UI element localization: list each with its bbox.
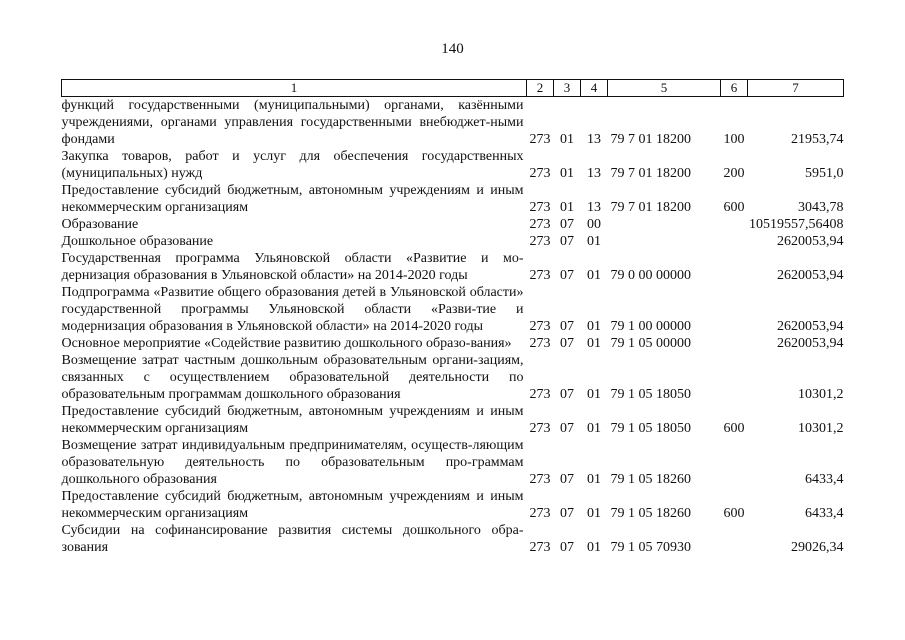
row-amount: 29026,34 xyxy=(791,540,844,555)
table-row xyxy=(62,437,844,488)
row-expense-type xyxy=(721,522,748,556)
row-target-article: 79 1 00 00000 xyxy=(610,319,691,334)
row-name: Образование xyxy=(61,217,139,232)
header-col-3: 3 xyxy=(554,80,581,97)
row-amount: 21953,74 xyxy=(791,132,844,147)
row-target-article: 79 7 01 18200 xyxy=(610,132,691,147)
row-name: Закупка товаров, работ и услуг для обеспечения государственных (муниципальных) нужд xyxy=(61,149,524,181)
row-amount: 2620053,94 xyxy=(777,234,844,249)
row-code-admin: 273 xyxy=(529,506,551,521)
row-code-admin: 273 xyxy=(529,132,551,147)
row-amount: 10301,2 xyxy=(798,387,844,402)
table-row xyxy=(62,97,844,149)
row-section: 07 xyxy=(560,268,574,283)
row-section: 07 xyxy=(560,319,574,334)
table-body xyxy=(62,97,844,557)
header-col-6: 6 xyxy=(721,80,748,97)
row-amount: 10301,2 xyxy=(798,421,844,436)
row-section: 07 xyxy=(560,387,574,402)
row-amount: 6433,4 xyxy=(805,472,844,487)
row-name: Дошкольное образование xyxy=(61,234,214,249)
table-header xyxy=(62,80,844,97)
row-amount: 5951,0 xyxy=(805,166,844,181)
row-code-admin: 273 xyxy=(529,421,551,436)
row-expense-type xyxy=(721,335,748,352)
row-code-admin: 273 xyxy=(529,319,551,334)
header-col-1: 1 xyxy=(62,80,527,97)
row-target-article: 79 1 05 00000 xyxy=(610,336,691,351)
row-target-article: 79 1 05 18050 xyxy=(610,387,691,402)
row-subsection: 01 xyxy=(587,472,601,487)
row-section: 07 xyxy=(560,217,574,232)
row-expense-type: 600 xyxy=(723,421,745,436)
row-subsection: 01 xyxy=(587,387,601,402)
row-amount: 10519557,56408 xyxy=(749,217,844,232)
row-subsection: 01 xyxy=(587,421,601,436)
row-name: Подпрограмма «Развитие общего образования детей в Ульяновской области» государственной программы Ульяновской области «Разви-тие и модернизация образования в Ульяновской области» на 2014-2020 годы xyxy=(61,285,524,334)
row-name: Субсидии на софинансирование развития системы дошкольного обра-зования xyxy=(61,523,524,555)
header-col-2: 2 xyxy=(527,80,554,97)
table-row xyxy=(62,335,844,352)
row-code-admin: 273 xyxy=(529,540,551,555)
table-row xyxy=(62,488,844,522)
row-expense-type xyxy=(721,216,748,233)
table-row xyxy=(62,352,844,403)
row-expense-type xyxy=(721,250,748,284)
row-expense-type: 600 xyxy=(723,200,745,215)
row-code-admin: 273 xyxy=(529,217,551,232)
row-name: Основное мероприятие «Содействие развитию дошкольного образо-вания» xyxy=(61,336,512,351)
row-subsection: 01 xyxy=(587,506,601,521)
row-expense-type xyxy=(721,437,748,488)
row-expense-type xyxy=(721,284,748,335)
row-section: 07 xyxy=(560,472,574,487)
table-row xyxy=(62,148,844,182)
table-row xyxy=(62,233,844,250)
row-amount: 3043,78 xyxy=(798,200,844,215)
row-code-admin: 273 xyxy=(529,336,551,351)
row-target-article: 79 1 05 70930 xyxy=(610,540,691,555)
row-amount: 2620053,94 xyxy=(777,268,844,283)
row-amount: 6433,4 xyxy=(805,506,844,521)
table-row xyxy=(62,284,844,335)
header-col-5: 5 xyxy=(608,80,721,97)
row-target-article xyxy=(608,216,721,233)
table-row xyxy=(62,216,844,233)
row-name: функций государственными (муниципальными) органами, казёнными учреждениями, органами управления государственными внебюджет-ными фондами xyxy=(61,98,524,147)
row-target-article: 79 7 01 18200 xyxy=(610,166,691,181)
row-expense-type: 200 xyxy=(723,166,745,181)
row-name: Предоставление субсидий бюджетным, автономным учреждениям и иным некоммерческим организациям xyxy=(61,183,524,215)
row-name: Возмещение затрат индивидуальным предпринимателям, осуществ-ляющим образовательную деятельность по образовательным про-граммам дошкольного образования xyxy=(61,438,524,487)
row-code-admin: 273 xyxy=(529,268,551,283)
row-code-admin: 273 xyxy=(529,472,551,487)
row-subsection: 01 xyxy=(587,540,601,555)
row-subsection: 13 xyxy=(587,166,601,181)
row-target-article: 79 1 05 18260 xyxy=(610,506,691,521)
row-name: Возмещение затрат частным дошкольным образовательным органи-зациям, связанных с осуществлением образовательной деятельности по образовательным программам дошкольного образования xyxy=(61,353,524,402)
row-subsection: 13 xyxy=(587,132,601,147)
row-subsection: 01 xyxy=(587,336,601,351)
row-target-article: 79 1 05 18260 xyxy=(610,472,691,487)
row-subsection: 01 xyxy=(587,319,601,334)
row-section: 01 xyxy=(560,132,574,147)
row-section: 07 xyxy=(560,336,574,351)
row-section: 01 xyxy=(560,166,574,181)
row-subsection: 01 xyxy=(587,268,601,283)
row-expense-type: 100 xyxy=(723,132,745,147)
row-expense-type xyxy=(721,233,748,250)
table-row xyxy=(62,522,844,556)
row-subsection: 01 xyxy=(587,234,601,249)
row-amount: 2620053,94 xyxy=(777,336,844,351)
row-target-article: 79 7 01 18200 xyxy=(610,200,691,215)
row-target-article: 79 0 00 00000 xyxy=(610,268,691,283)
row-section: 07 xyxy=(560,506,574,521)
row-section: 01 xyxy=(560,200,574,215)
row-target-article: 79 1 05 18050 xyxy=(610,421,691,436)
row-name: Предоставление субсидий бюджетным, автономным учреждениям и иным некоммерческим организациям xyxy=(61,404,524,436)
table-row xyxy=(62,403,844,437)
row-amount: 2620053,94 xyxy=(777,319,844,334)
row-subsection: 13 xyxy=(587,200,601,215)
row-code-admin: 273 xyxy=(529,387,551,402)
row-section: 07 xyxy=(560,540,574,555)
row-expense-type: 600 xyxy=(723,506,745,521)
budget-table xyxy=(61,79,844,556)
row-code-admin: 273 xyxy=(529,234,551,249)
header-col-7: 7 xyxy=(748,80,844,97)
header-col-4: 4 xyxy=(581,80,608,97)
row-code-admin: 273 xyxy=(529,166,551,181)
page-number: 140 xyxy=(441,41,464,57)
row-target-article xyxy=(608,233,721,250)
row-subsection: 00 xyxy=(587,217,601,232)
row-name: Государственная программа Ульяновской области «Развитие и мо-дернизация образования в Ульяновской области» на 2014-2020 годы xyxy=(61,251,524,283)
row-code-admin: 273 xyxy=(529,200,551,215)
row-name: Предоставление субсидий бюджетным, автономным учреждениям и иным некоммерческим организациям xyxy=(61,489,524,521)
table-row xyxy=(62,250,844,284)
row-expense-type xyxy=(721,352,748,403)
row-section: 07 xyxy=(560,421,574,436)
table-row xyxy=(62,182,844,216)
row-section: 07 xyxy=(560,234,574,249)
